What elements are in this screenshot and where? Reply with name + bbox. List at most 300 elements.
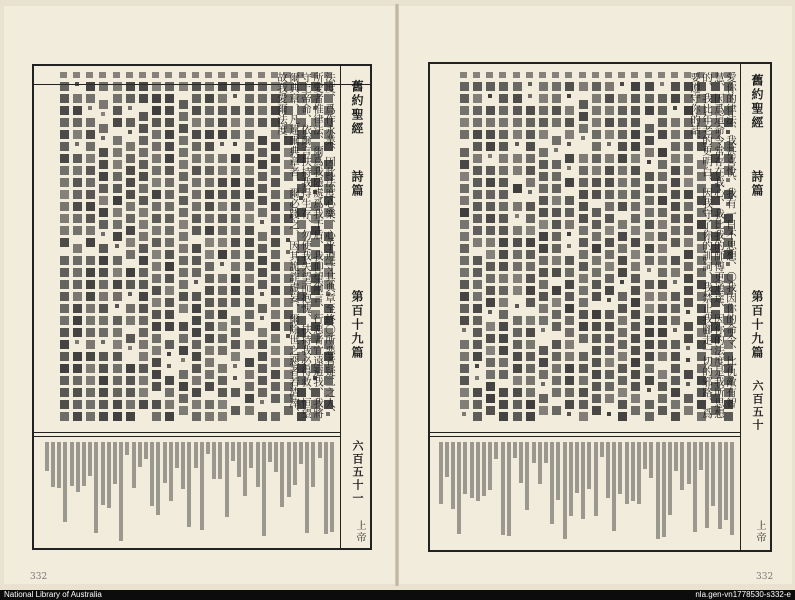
glyph: [245, 202, 254, 211]
glyph: [152, 154, 161, 163]
glyph: [592, 208, 601, 217]
glyph: [218, 250, 227, 259]
glyph: [231, 298, 240, 307]
glyph: [475, 376, 479, 380]
glyph: [73, 154, 82, 163]
glyph: [592, 280, 601, 289]
glyph: [73, 412, 82, 421]
glyph: [607, 412, 611, 416]
right-chapter-label: 第百十九篇: [750, 290, 764, 360]
glyph: [152, 226, 161, 235]
glyph: [126, 142, 135, 151]
glyph: [73, 178, 82, 187]
glyph: [579, 376, 588, 385]
glyph: [567, 142, 571, 146]
glyph: [473, 94, 482, 103]
note-text: [662, 442, 666, 537]
glyph: [460, 184, 469, 193]
column-verse-mark: [152, 72, 159, 78]
glyph: [618, 178, 627, 187]
glyph: [231, 82, 240, 91]
glyph: [218, 214, 227, 223]
glyph: [499, 214, 508, 223]
note-text: [594, 442, 598, 516]
glyph: [526, 352, 535, 361]
note-text: [581, 442, 585, 519]
glyph: [220, 262, 224, 266]
glyph: [658, 106, 667, 115]
glyph: [165, 286, 174, 295]
glyph: [499, 310, 508, 319]
note-text: [181, 442, 185, 489]
glyph: [218, 178, 227, 187]
glyph: [218, 274, 227, 283]
glyph: [99, 352, 108, 361]
glyph: [165, 190, 174, 199]
glyph: [113, 340, 122, 349]
glyph: [684, 370, 693, 379]
glyph: [658, 148, 667, 157]
glyph: [460, 160, 469, 169]
glyph: [579, 364, 588, 373]
glyph: [528, 82, 532, 86]
glyph: [258, 196, 267, 205]
glyph: [258, 304, 267, 313]
glyph: [245, 262, 254, 271]
glyph: [205, 334, 214, 343]
glyph: [565, 352, 574, 361]
glyph: [245, 286, 254, 295]
glyph: [631, 346, 640, 355]
glyph: [460, 280, 469, 289]
glyph: [179, 382, 188, 391]
glyph: [645, 328, 654, 337]
glyph: [218, 190, 227, 199]
glyph: [539, 244, 548, 253]
note-text: [544, 442, 548, 463]
glyph: [647, 160, 651, 164]
glyph: [475, 364, 479, 368]
glyph: [165, 412, 174, 421]
glyph: [645, 352, 654, 361]
glyph: [231, 274, 240, 283]
glyph: [231, 238, 240, 247]
glyph: [86, 316, 95, 325]
glyph: [218, 118, 227, 127]
glyph: [179, 292, 188, 301]
glyph: [592, 82, 601, 91]
note-text: [70, 442, 74, 486]
glyph: [260, 316, 264, 320]
glyph: [645, 196, 654, 205]
note-text: [730, 442, 734, 535]
glyph: [99, 172, 108, 181]
glyph: [486, 274, 495, 283]
glyph: [671, 190, 680, 199]
glyph: [192, 388, 201, 397]
glyph: [126, 214, 135, 223]
glyph: [73, 268, 82, 277]
glyph: [486, 142, 495, 151]
glyph: [631, 94, 640, 103]
column-verse-mark: [205, 72, 212, 78]
glyph: [60, 292, 69, 301]
glyph: [499, 202, 508, 211]
glyph: [618, 106, 627, 115]
note-text: [132, 442, 136, 488]
glyph: [139, 160, 148, 169]
glyph: [645, 148, 654, 157]
glyph: [86, 364, 95, 373]
glyph: [631, 118, 640, 127]
glyph: [245, 166, 254, 175]
glyph: [605, 358, 614, 367]
note-text: [525, 442, 529, 510]
glyph: [607, 298, 611, 302]
glyph: [526, 142, 535, 151]
glyph: [513, 352, 522, 361]
glyph: [526, 364, 535, 373]
glyph: [605, 394, 614, 403]
glyph: [113, 118, 122, 127]
glyph: [220, 142, 224, 146]
glyph: [579, 250, 588, 259]
glyph: [631, 238, 640, 247]
glyph: [245, 298, 254, 307]
glyph: [126, 334, 135, 343]
glyph: [631, 202, 640, 211]
column-verse-mark: [258, 72, 265, 78]
glyph: [86, 202, 95, 211]
glyph: [658, 370, 667, 379]
glyph: [631, 334, 640, 343]
book-gutter: [395, 4, 399, 586]
glyph: [258, 94, 267, 103]
glyph: [526, 226, 535, 235]
glyph: [258, 82, 267, 91]
note-text: [45, 442, 49, 471]
glyph: [205, 154, 214, 163]
glyph: [645, 316, 654, 325]
glyph: [658, 220, 667, 229]
glyph: [165, 118, 174, 127]
glyph: [192, 268, 201, 277]
column-verse-mark: [618, 72, 625, 78]
glyph: [565, 220, 574, 229]
glyph: [113, 328, 122, 337]
glyph: [460, 118, 469, 127]
glyph: [231, 286, 240, 295]
glyph: [671, 166, 680, 175]
glyph: [73, 202, 82, 211]
glyph: [165, 298, 174, 307]
glyph: [192, 316, 201, 325]
column-verse-mark: [139, 72, 146, 78]
glyph: [460, 340, 469, 349]
glyph: [592, 94, 601, 103]
glyph: [218, 412, 227, 421]
glyph: [192, 190, 201, 199]
glyph: [499, 370, 508, 379]
glyph: [86, 226, 95, 235]
glyph: [99, 184, 108, 193]
left-running-title: 舊約聖經: [350, 80, 364, 136]
glyph: [645, 106, 654, 115]
glyph: [567, 232, 571, 236]
glyph: [671, 376, 680, 385]
glyph: [139, 364, 148, 373]
glyph: [488, 154, 492, 158]
glyph: [579, 274, 588, 283]
glyph: [205, 262, 214, 271]
glyph: [460, 352, 469, 361]
note-text: [88, 442, 92, 476]
glyph: [179, 112, 188, 121]
glyph: [126, 82, 135, 91]
glyph: [631, 370, 640, 379]
glyph: [499, 238, 508, 247]
glyph: [258, 268, 267, 277]
glyph: [231, 388, 240, 397]
glyph: [139, 352, 148, 361]
glyph: [205, 274, 214, 283]
note-text: [612, 442, 616, 531]
glyph: [565, 208, 574, 217]
glyph: [499, 154, 508, 163]
glyph: [565, 316, 574, 325]
glyph: [565, 292, 574, 301]
glyph: [486, 250, 495, 259]
glyph: [205, 238, 214, 247]
glyph: [486, 106, 495, 115]
glyph: [618, 268, 627, 277]
glyph: [605, 94, 614, 103]
glyph: [205, 178, 214, 187]
glyph: [73, 316, 82, 325]
glyph: [139, 124, 148, 133]
glyph: [258, 184, 267, 193]
glyph: [205, 226, 214, 235]
glyph: [258, 148, 267, 157]
glyph: [618, 220, 627, 229]
glyph: [513, 364, 522, 373]
glyph: [205, 322, 214, 331]
glyph: [460, 244, 469, 253]
glyph: [113, 172, 122, 181]
glyph: [618, 130, 627, 139]
glyph: [75, 340, 79, 344]
note-text: [330, 442, 334, 532]
glyph: [73, 352, 82, 361]
glyph: [60, 94, 69, 103]
glyph: [99, 160, 108, 169]
glyph: [552, 118, 561, 127]
glyph: [165, 376, 174, 385]
glyph: [152, 190, 161, 199]
glyph: [565, 328, 574, 337]
glyph: [139, 376, 148, 385]
glyph: [539, 358, 548, 367]
glyph: [605, 190, 614, 199]
glyph: [605, 274, 614, 283]
glyph: [513, 106, 522, 115]
glyph: [192, 142, 201, 151]
glyph: [473, 226, 482, 235]
glyph: [126, 304, 135, 313]
glyph: [218, 154, 227, 163]
glyph: [539, 208, 548, 217]
glyph: [126, 388, 135, 397]
glyph: [631, 286, 640, 295]
glyph: [605, 334, 614, 343]
glyph: [592, 382, 601, 391]
glyph: [658, 304, 667, 313]
glyph: [231, 190, 240, 199]
glyph: [99, 400, 108, 409]
glyph: [152, 106, 161, 115]
glyph: [645, 340, 654, 349]
glyph: [165, 262, 174, 271]
note-text: [225, 442, 229, 517]
glyph: [86, 268, 95, 277]
glyph: [671, 154, 680, 163]
glyph: [271, 238, 280, 247]
note-text: [463, 442, 467, 494]
glyph: [179, 172, 188, 181]
glyph: [152, 262, 161, 271]
glyph: [179, 124, 188, 133]
column-verse-mark: [658, 72, 665, 78]
glyph: [139, 172, 148, 181]
glyph: [605, 226, 614, 235]
glyph: [565, 400, 574, 409]
glyph: [618, 388, 627, 397]
glyph: [499, 346, 508, 355]
glyph: [684, 406, 693, 415]
glyph: [539, 232, 548, 241]
glyph: [684, 226, 693, 235]
glyph: [671, 388, 680, 397]
glyph: [671, 142, 680, 151]
glyph: [565, 118, 574, 127]
glyph: [658, 208, 667, 217]
glyph: [460, 388, 469, 397]
right-notes-strip: [436, 440, 736, 544]
glyph: [167, 352, 171, 356]
glyph: [101, 136, 105, 140]
glyph: [684, 166, 693, 175]
glyph: [205, 118, 214, 127]
glyph: [126, 316, 135, 325]
note-text: [293, 442, 297, 485]
glyph: [686, 310, 690, 314]
glyph: [245, 214, 254, 223]
glyph: [565, 82, 574, 91]
note-text: [268, 442, 272, 462]
glyph: [526, 178, 535, 187]
glyph: [179, 82, 188, 91]
glyph: [605, 250, 614, 259]
glyph: [473, 316, 482, 325]
glyph: [513, 130, 522, 139]
glyph: [528, 190, 532, 194]
glyph: [245, 106, 254, 115]
glyph: [592, 232, 601, 241]
note-text: [318, 442, 322, 458]
glyph: [179, 370, 188, 379]
glyph: [486, 190, 495, 199]
glyph: [73, 94, 82, 103]
glyph: [231, 352, 240, 361]
glyph: [671, 118, 680, 127]
glyph: [192, 364, 201, 373]
note-text: [680, 442, 684, 490]
glyph: [113, 280, 122, 289]
glyph: [499, 262, 508, 271]
glyph: [513, 250, 522, 259]
glyph: [258, 364, 267, 373]
glyph: [473, 268, 482, 277]
right-section-title: 詩篇: [750, 170, 764, 198]
glyph: [671, 400, 680, 409]
note-text: [311, 442, 315, 487]
glyph: [605, 202, 614, 211]
glyph: [513, 328, 522, 337]
glyph: [101, 112, 105, 116]
note-text: [674, 442, 678, 471]
glyph: [631, 130, 640, 139]
note-text: [532, 442, 536, 463]
glyph: [684, 154, 693, 163]
left-first-column-text: 法度、爲作永業、因此法度心樂、心乎遵守其典章至終〇所惡者疑二之人、所愛者惟律法、爾爲我隱處爲我干盾、我仰望爾言、行惡者宜遠避我、我將守上帝命、依爾言扶持我得生存、勿使我失望而抱愧、扶持我必得救、恒望爾典章、凡違爾典章者、爾必踐之、因其詭詐虛妄、爾除世之惡者若渣滓、故我愛爾法度、: [276, 72, 336, 419]
glyph: [271, 274, 280, 283]
glyph: [113, 160, 122, 169]
glyph: [126, 118, 135, 127]
glyph: [460, 82, 469, 91]
glyph: [486, 118, 495, 127]
glyph: [631, 322, 640, 331]
glyph: [218, 364, 227, 373]
glyph: [165, 82, 174, 91]
glyph: [605, 262, 614, 271]
glyph: [579, 262, 588, 271]
glyph: [631, 262, 640, 271]
glyph: [73, 190, 82, 199]
glyph: [513, 340, 522, 349]
glyph: [526, 340, 535, 349]
glyph: [552, 160, 561, 169]
glyph: [86, 304, 95, 313]
column-verse-mark: [218, 72, 225, 78]
note-text: [451, 442, 455, 509]
glyph: [565, 154, 574, 163]
glyph: [660, 82, 664, 86]
glyph: [552, 208, 561, 217]
glyph: [192, 244, 201, 253]
left-section-title: 詩篇: [350, 170, 364, 198]
glyph: [618, 304, 627, 313]
glyph: [152, 334, 161, 343]
glyph: [245, 238, 254, 247]
glyph: [152, 178, 161, 187]
glyph: [99, 196, 108, 205]
right-volume-mark: 上帝: [754, 520, 765, 544]
glyph: [592, 406, 601, 415]
glyph: [271, 226, 280, 235]
glyph: [539, 268, 548, 277]
glyph: [473, 400, 482, 409]
glyph: [271, 358, 280, 367]
